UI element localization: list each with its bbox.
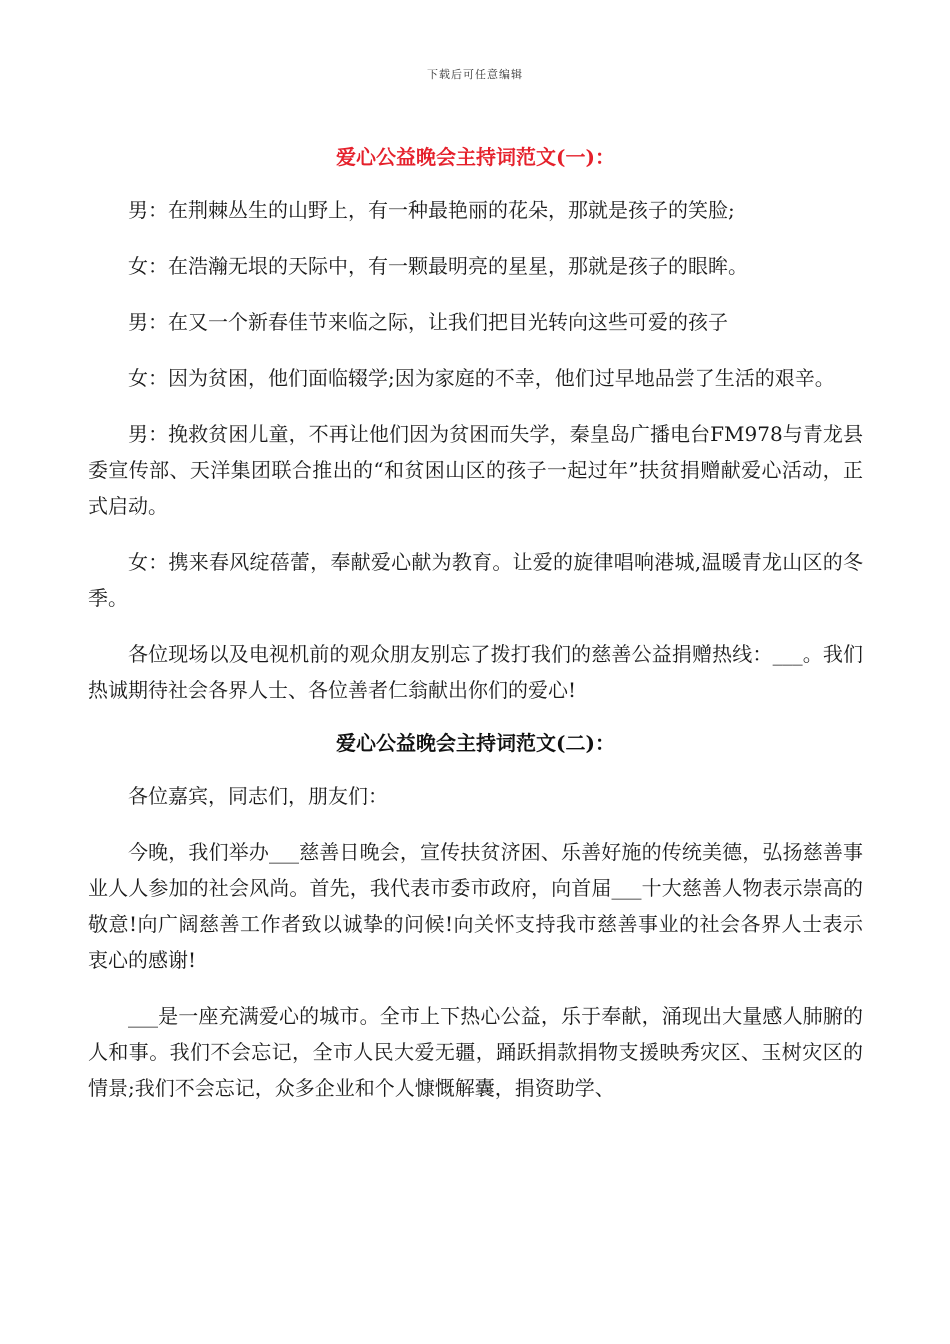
section-1-paragraph: 男：在荆棘丛生的山野上，有一种最艳丽的花朵，那就是孩子的笑脸; xyxy=(128,198,735,222)
section-1-paragraph: 女：携来春风绽蓓蕾，奉献爱心献为教育。让爱的旋律唱响港城,温暖青龙山区的冬季。 xyxy=(88,550,863,610)
section-1-paragraph: 各位现场以及电视机前的观众朋友别忘了拨打我们的慈善公益捐赠热线：___。我们热诚期待社会各界人士、各位善者仁翁献出你们的爱心! xyxy=(88,642,863,702)
section-2-paragraph: ___是一座充满爱心的城市。全市上下热心公益，乐于奉献，涌现出大量感人肺腑的人和事。我们不会忘记，全市人民大爱无疆，踊跃捐款捐物支援映秀灾区、玉树灾区的情景;我们不会忘记，众多企业和个人慷慨解囊，捐资助学、 xyxy=(88,1004,863,1100)
section-1-title: 爱心公益晚会主持词范文(一)： xyxy=(336,145,615,169)
section-2-title: 爱心公益晚会主持词范文(二)： xyxy=(336,731,615,755)
document-body xyxy=(88,142,863,1126)
section-1-paragraph: 男：在又一个新春佳节来临之际，让我们把目光转向这些可爱的孩子 xyxy=(128,310,728,334)
section-1-paragraph: 女：因为贫困，他们面临辍学;因为家庭的不幸，他们过早地品尝了生活的艰辛。 xyxy=(128,366,835,390)
section-2-paragraph: 各位嘉宾，同志们，朋友们： xyxy=(128,784,388,808)
section-1-paragraph: 女：在浩瀚无垠的天际中，有一颗最明亮的星星，那就是孩子的眼眸。 xyxy=(128,254,748,278)
section-2-paragraph: 今晚，我们举办___慈善日晚会，宣传扶贫济困、乐善好施的传统美德，弘扬慈善事业人人参加的社会风尚。首先，我代表市委市政府，向首届___十大慈善人物表示崇高的敬意!向广阔慈善工作者致以诚挚的问候!向关怀支持我市慈善事业的社会各界人士表示衷心的感谢! xyxy=(88,840,863,972)
section-1-paragraph: 男：挽救贫困儿童，不再让他们因为贫困而失学，秦皇岛广播电台FM978与青龙县委宣传部、天洋集团联合推出的“和贫困山区的孩子一起过年”扶贫捐赠献爱心活动，正式启动。 xyxy=(88,422,863,518)
page-header: 下载后可任意编辑 xyxy=(427,68,523,81)
